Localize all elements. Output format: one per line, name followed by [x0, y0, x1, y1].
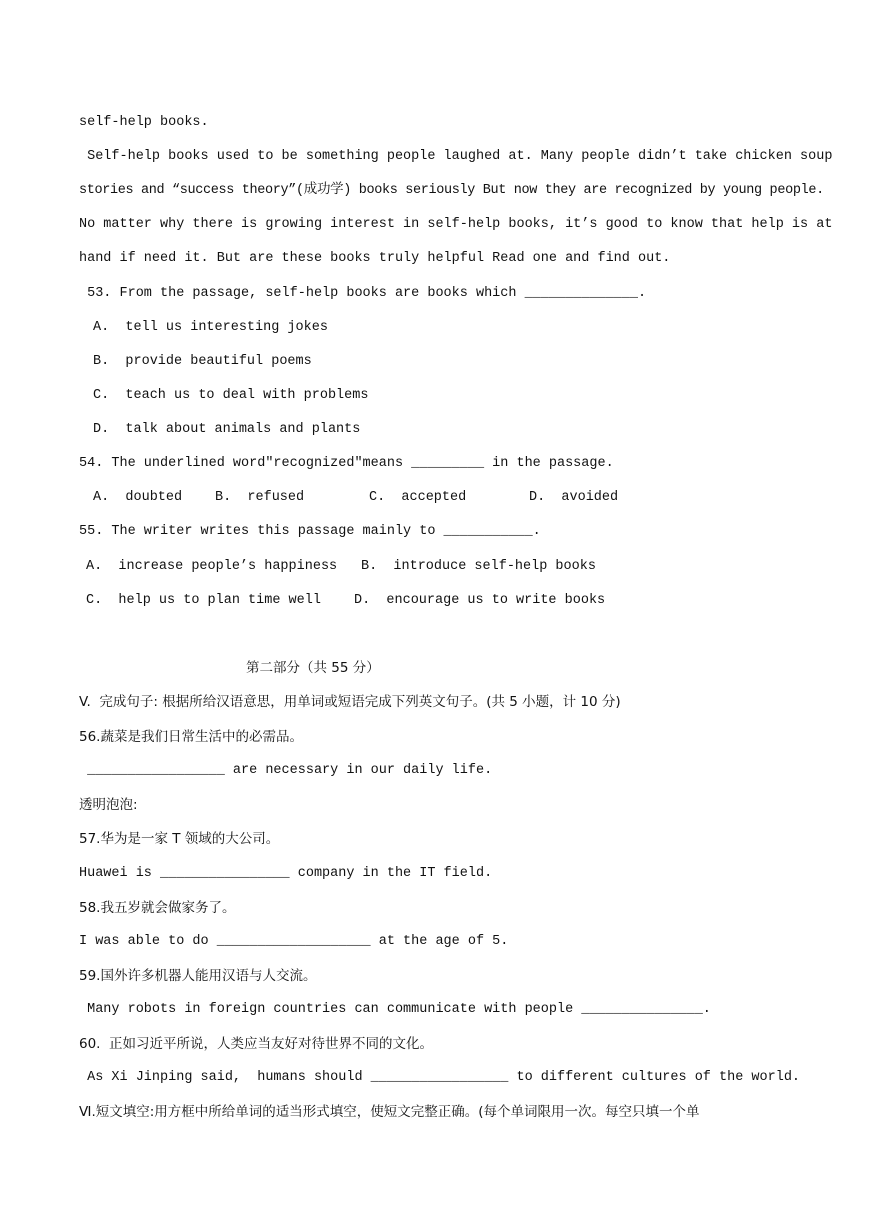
question-55-option-b: B. introduce self-help books [361, 559, 596, 574]
question-53-option-b: B. provide beautiful poems [93, 354, 312, 369]
question-54-option-b: B. refused [215, 490, 305, 505]
question-53-stem: 53. From the passage, self-help books are books which ______________. [79, 286, 647, 301]
question-60-chinese: 60. 正如习近平所说，人类应当友好对待世界不同的文化。 [79, 1036, 434, 1052]
note-line: 透明泡泡: [79, 797, 138, 813]
question-55-option-d: D. encourage us to write books [354, 593, 606, 608]
question-59-chinese: 59.国外许多机器人能用汉语与人交流。 [79, 968, 317, 984]
passage-line-3: stories and “success theory”(成功学) books seriously But now they are recognized by young people. [79, 183, 824, 198]
question-60-english: As Xi Jinping said, humans should _________________ to different cultures of the world. [79, 1070, 801, 1085]
question-57-english: Huawei is ________________ company in the IT field. [79, 866, 493, 881]
question-54-option-a: A. doubted [93, 490, 183, 505]
question-53-option-d: D. talk about animals and plants [93, 422, 361, 437]
question-55-stem: 55. The writer writes this passage mainly to ___________. [79, 524, 541, 539]
question-59-english: Many robots in foreign countries can communicate with people _______________. [79, 1002, 711, 1017]
passage-line-1: self-help books. [79, 115, 209, 130]
question-56-english: _________________ are necessary in our daily life. [79, 763, 493, 778]
passage-line-2: Self-help books used to be something people laughed at. Many people didn’t take chicken soup [79, 149, 833, 164]
question-53-option-c: C. teach us to deal with problems [93, 388, 369, 403]
question-55-option-a: A. increase people’s happiness [86, 559, 338, 574]
question-53-option-a: A. tell us interesting jokes [93, 320, 328, 335]
section-vi-instructions: Ⅵ.短文填空:用方框中所给单词的适当形式填空，使短文完整正确。(每个单词限用一次。每空只填一个单 [79, 1104, 700, 1120]
question-56-chinese: 56.蔬菜是我们日常生活中的必需品。 [79, 729, 303, 745]
question-55-option-c: C. help us to plan time well [86, 593, 321, 608]
passage-line-4: No matter why there is growing interest in self-help books, it’s good to know that help is at [79, 217, 833, 232]
question-54-stem: 54. The underlined word"recognized"means _________ in the passage. [79, 456, 614, 471]
question-58-english: I was able to do ___________________ at the age of 5. [79, 934, 509, 949]
question-54-option-d: D. avoided [529, 490, 619, 505]
question-54-option-c: C. accepted [369, 490, 467, 505]
passage-line-5: hand if need it. But are these books truly helpful Read one and find out. [79, 251, 671, 266]
question-57-chinese: 57.华为是一家 T 领域的大公司。 [79, 831, 280, 847]
part-two-heading: 第二部分（共 55 分） [246, 660, 380, 676]
question-58-chinese: 58.我五岁就会做家务了。 [79, 900, 236, 916]
section-v-instructions: V. 完成句子: 根据所给汉语意思，用单词或短语完成下列英文句子。(共 5 小题，计 10 分) [79, 694, 621, 710]
